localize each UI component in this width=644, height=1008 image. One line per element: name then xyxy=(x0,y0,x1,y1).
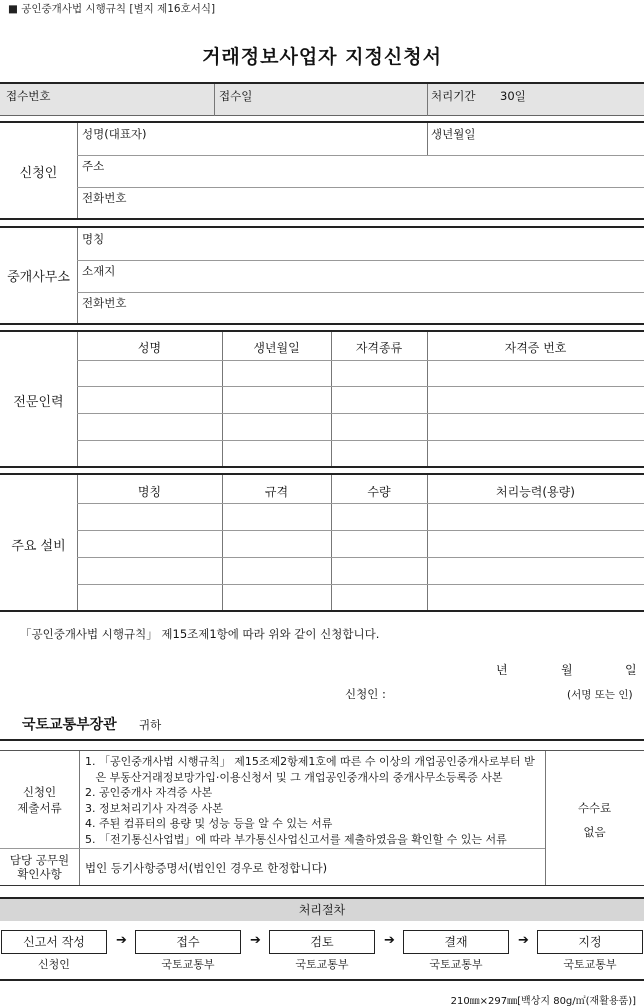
page-title: 거래정보사업자 지정신청서 xyxy=(202,46,442,68)
staff-col-license-type: 자격종류 xyxy=(355,341,403,355)
arrow-right-icon: ➔ xyxy=(518,933,529,948)
form-reference: ■ 공인중개사법 시행규칙 [별지 제16호서식] xyxy=(8,3,216,15)
step-actor: 국토교통부 xyxy=(563,958,617,971)
staff-col-name: 성명 xyxy=(137,341,162,355)
signature-label: 신청인 : xyxy=(345,687,386,701)
document-item: 1. 「공인중개사법 시행규칙」 제15조제2항제1호에 따른 수 이상의 개업공인중개사로부터 받 xyxy=(85,755,535,768)
receipt-date-label: 접수일 xyxy=(219,89,253,103)
step-actor: 국토교통부 xyxy=(295,958,349,971)
equipment-col-capacity: 처리능력(용량) xyxy=(496,485,575,499)
fee-label: 수수료 xyxy=(577,801,612,815)
documents-list xyxy=(85,754,543,847)
staff-col-birth: 생년월일 xyxy=(253,341,300,355)
equipment-col-spec: 규격 xyxy=(264,485,289,499)
application-statement: 「공인중개사법 시행규칙」 제15조제1항에 따라 위와 같이 신청합니다. xyxy=(20,627,380,641)
equipment-col-name: 명칭 xyxy=(137,485,162,499)
official-check-label: 담당 공무원 확인사항 xyxy=(9,853,70,881)
procedure-title: 처리절차 xyxy=(0,897,644,921)
office-name-field[interactable]: 명칭 xyxy=(82,232,105,246)
applicant-birth-field[interactable]: 생년월일 xyxy=(431,127,476,141)
equipment-section-label: 주요 설비 xyxy=(11,539,66,554)
date-year-label: 년 xyxy=(496,663,508,677)
fee-value: 없음 xyxy=(583,825,606,839)
office-section-label: 중개사무소 xyxy=(7,270,70,285)
applicant-section-label: 신청인 xyxy=(19,166,58,181)
addressee-name: 국토교통부장관 xyxy=(22,717,117,733)
applicant-name-field[interactable]: 성명(대표자) xyxy=(82,127,147,141)
date-month-label: 월 xyxy=(561,663,573,677)
document-item: 4. 주된 컴퓨터의 용량 및 성능 등을 알 수 있는 서류 xyxy=(85,817,333,830)
arrow-right-icon: ➔ xyxy=(384,933,395,948)
step-approval: 결재 xyxy=(403,930,509,954)
office-phone-field[interactable]: 전화번호 xyxy=(82,296,127,310)
document-item: 은 부동산거래정보망가입·이용신청서 및 그 개업공인중개사의 중개사무소등록증 사본 xyxy=(85,770,503,784)
processing-period-label: 처리기간 xyxy=(431,89,476,103)
signature-note: (서명 또는 인) xyxy=(567,689,633,701)
processing-period-value: 30일 xyxy=(500,89,526,103)
addressee-suffix: 귀하 xyxy=(139,718,162,732)
applicant-address-field[interactable]: 주소 xyxy=(82,159,105,173)
arrow-right-icon: ➔ xyxy=(116,933,127,948)
step-receipt: 접수 xyxy=(135,930,241,954)
staff-col-license-no: 자격증 번호 xyxy=(504,341,567,355)
staff-section-label: 전문인력 xyxy=(13,395,64,410)
step-actor: 신청인 xyxy=(38,958,70,971)
step-actor: 국토교통부 xyxy=(161,958,215,971)
step-designation: 지정 xyxy=(537,930,643,954)
step-write-application: 신고서 작성 xyxy=(1,930,107,954)
equipment-col-qty: 수량 xyxy=(367,485,391,499)
official-check-item: 법인 등기사항증명서(법인인 경우로 한정합니다) xyxy=(85,861,328,875)
office-location-field[interactable]: 소재지 xyxy=(82,264,116,278)
paper-spec-footer: 210㎜×297㎜[백상지 80g/㎡(재활용품)] xyxy=(450,996,636,1007)
step-review: 검토 xyxy=(269,930,375,954)
step-actor: 국토교통부 xyxy=(429,958,483,971)
receipt-row xyxy=(0,82,644,116)
document-item: 5. 「전기통신사업법」에 따라 부가통신사업신고서를 제출하였음을 확인할 수 있는 서류 xyxy=(85,832,507,846)
arrow-right-icon: ➔ xyxy=(250,933,261,948)
applicant-phone-field[interactable]: 전화번호 xyxy=(82,191,127,205)
document-item: 3. 정보처리기사 자격증 사본 xyxy=(85,801,223,815)
document-item: 2. 공인중개사 자격증 사본 xyxy=(85,786,213,799)
receipt-number-label: 접수번호 xyxy=(6,89,51,103)
date-day-label: 일 xyxy=(625,663,637,677)
documents-label: 신청인 제출서류 xyxy=(17,785,62,815)
